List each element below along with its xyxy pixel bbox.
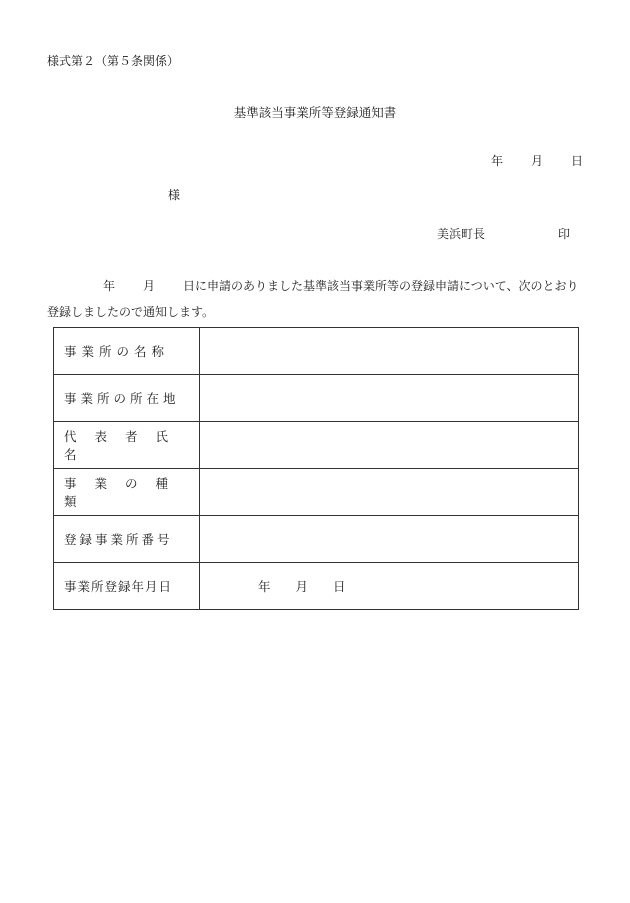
table-value-cell [200, 469, 579, 516]
notice-body [47, 273, 583, 325]
table-value-cell [200, 422, 579, 469]
table-label-cell [54, 516, 200, 563]
table-label-cell [54, 422, 200, 469]
table-row [54, 516, 579, 563]
row-label: 登録事業所番号 [64, 532, 173, 547]
document-title: 基準該当事業所等登録通知書 [233, 105, 397, 120]
registration-table [53, 327, 579, 610]
date-month-label: 月 [531, 154, 544, 168]
row-label: 事業の種類 [64, 476, 187, 509]
table-row [54, 469, 579, 516]
date-day-label: 日 [571, 154, 584, 168]
table-row [54, 422, 579, 469]
seal-mark: 印 [558, 227, 571, 241]
body-month-label: 月 [143, 279, 156, 293]
table-row [54, 375, 579, 422]
table-row [54, 328, 579, 375]
row-label: 事業所の所在地 [64, 391, 180, 406]
form-number: 様式第２（第５条関係） [47, 54, 180, 68]
date-year-label: 年 [491, 154, 504, 168]
issuer-name: 美浜町長 [437, 227, 486, 241]
row-label: 代表者氏名 [64, 429, 187, 462]
table-label-cell [54, 563, 200, 610]
table-label-cell [54, 375, 200, 422]
table-label-cell [54, 328, 200, 375]
row-label: 事業所登録年月日 [64, 579, 173, 594]
table-value-cell [200, 516, 579, 563]
table-row [54, 563, 579, 610]
addressee-honorific: 様 [168, 188, 181, 202]
body-text: 日に申請のありました基準該当事業所等の登録申請について、次のとおり登録しましたので通知します。 [47, 279, 579, 319]
table-label-cell [54, 469, 200, 516]
body-year-label: 年 [103, 279, 116, 293]
table-value-cell [200, 375, 579, 422]
issue-date-line [491, 152, 583, 169]
table-value-cell: 年 月 日 [200, 563, 579, 610]
row-label: 事業所の名称 [64, 344, 170, 359]
table-value-cell [200, 328, 579, 375]
